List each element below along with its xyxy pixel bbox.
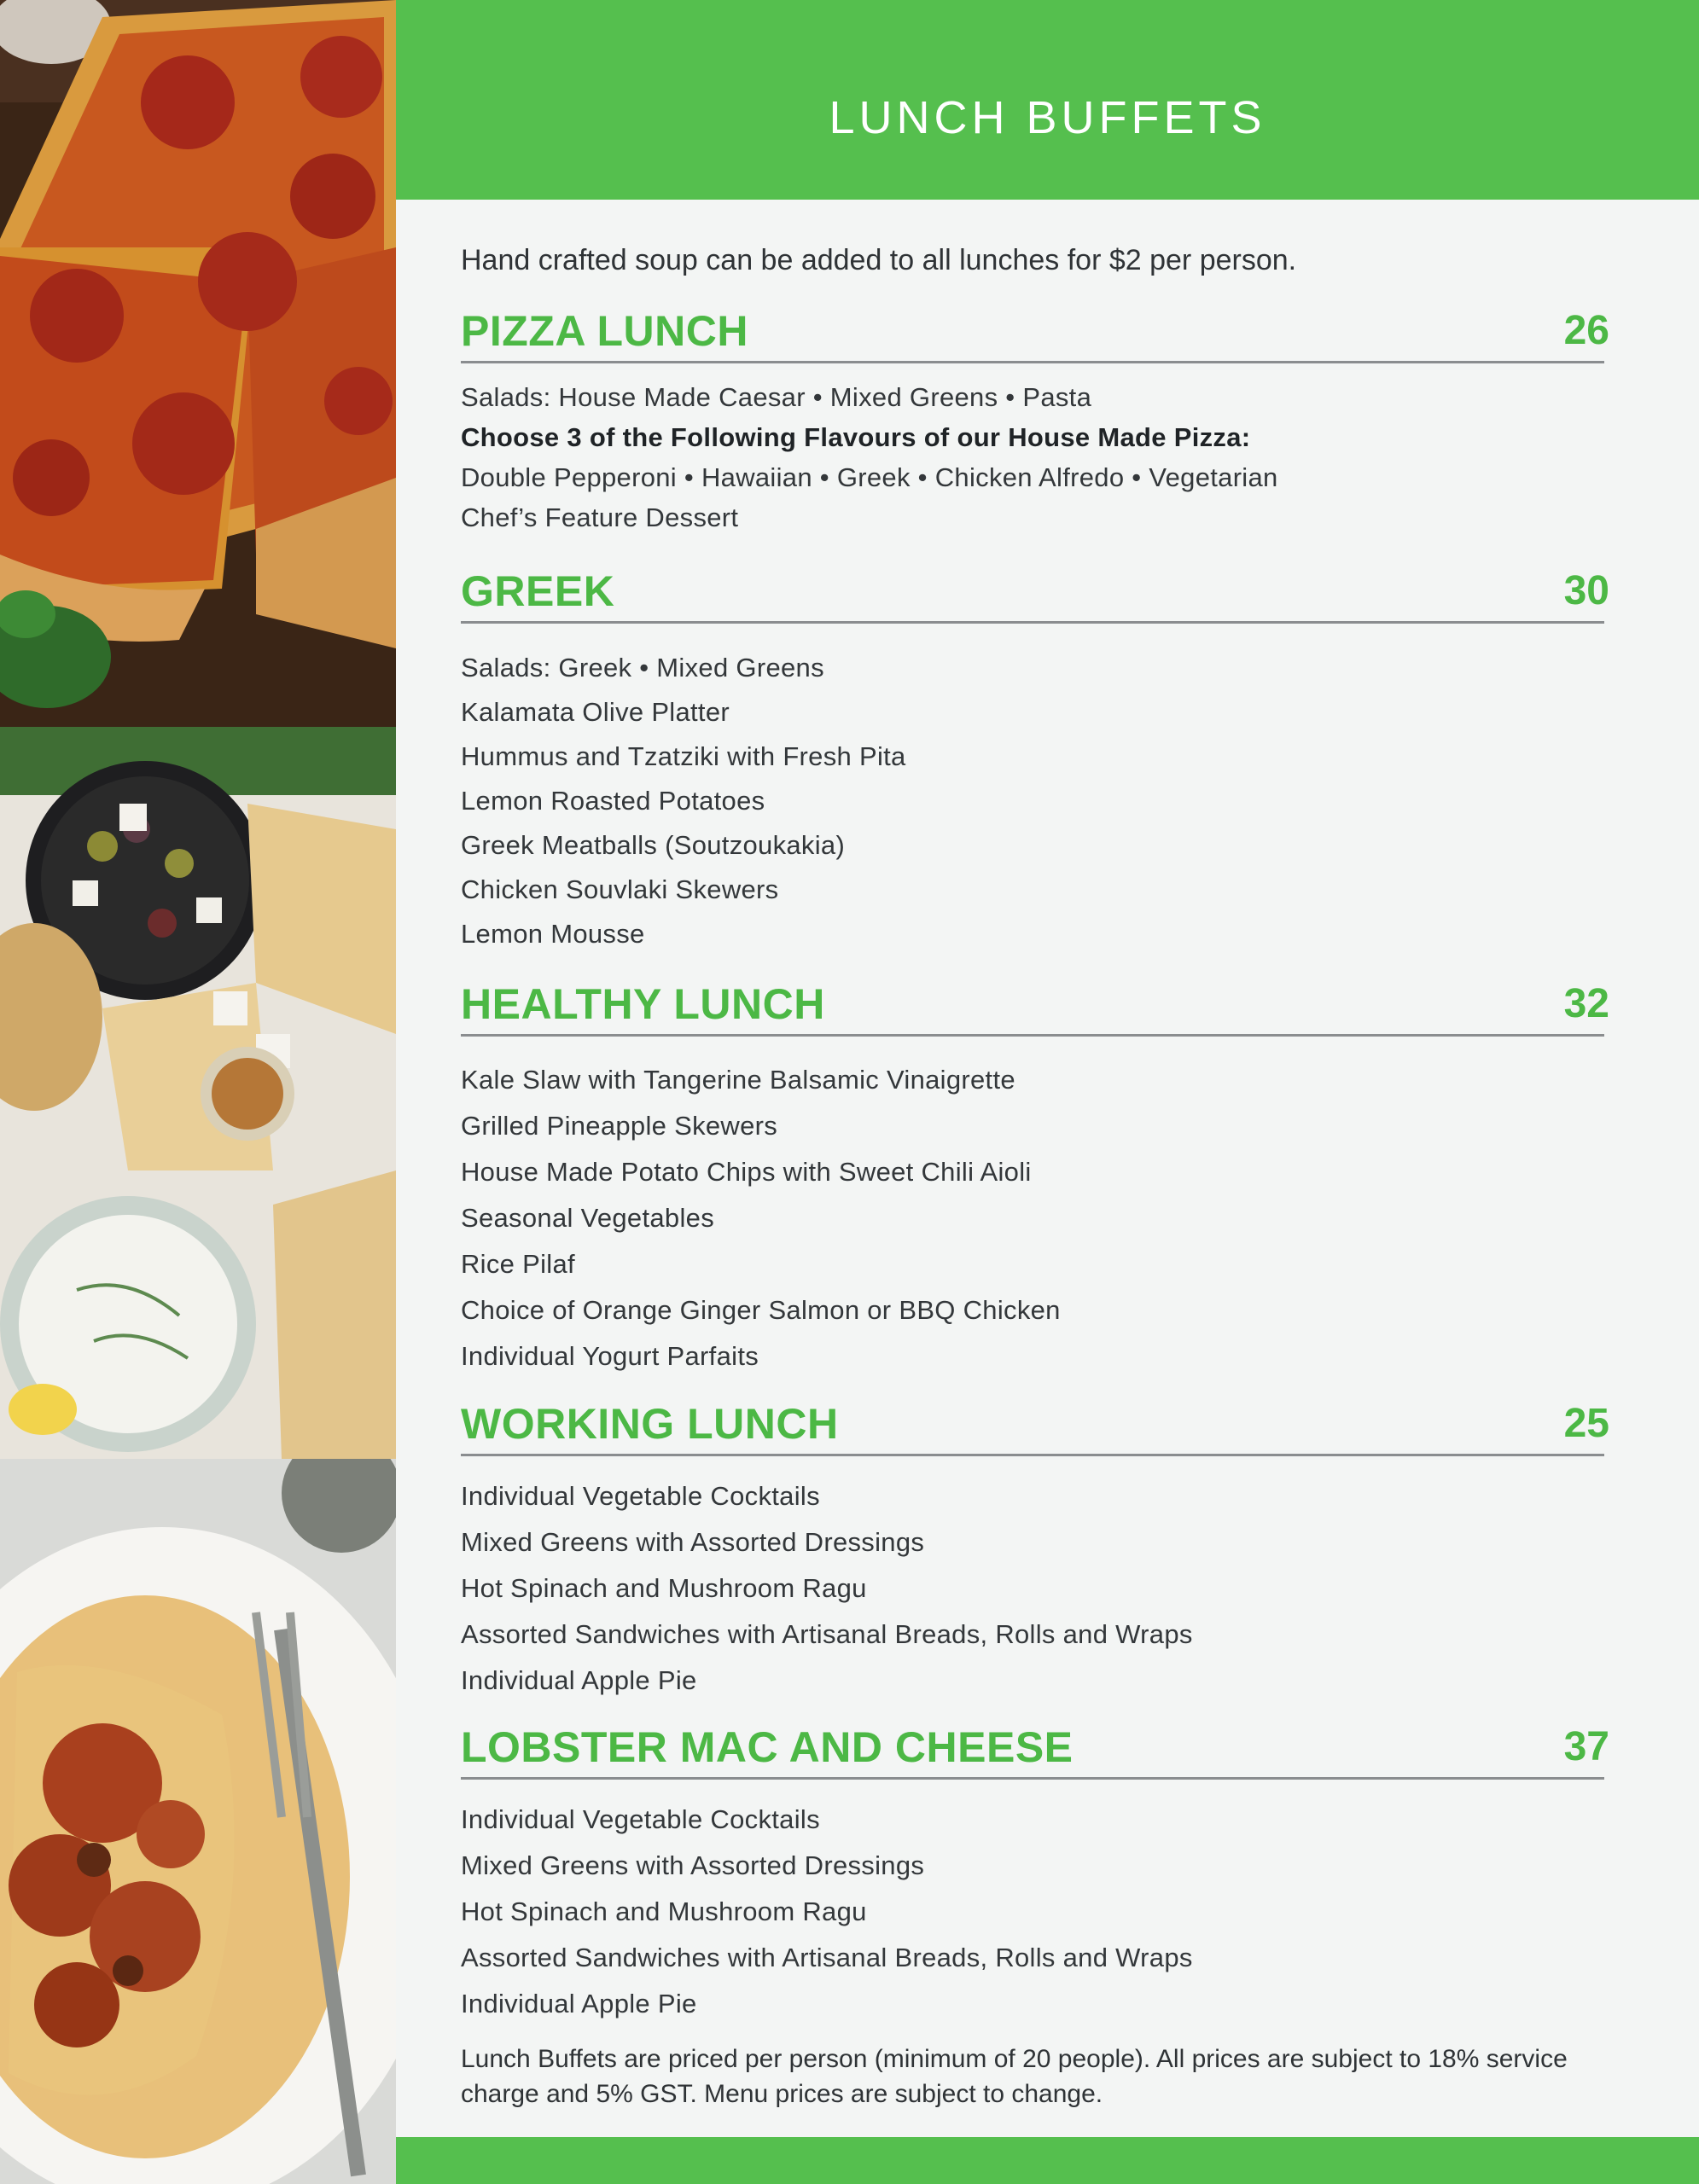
section-header <box>461 978 1609 1037</box>
list-item: Hot Spinach and Mushroom Ragu <box>461 1896 867 1926</box>
list-item: Greek Meatballs (Soutzoukakia) <box>461 830 846 860</box>
section-title: GREEK <box>461 567 615 615</box>
item-list <box>461 377 1604 537</box>
section-pizza-lunch <box>461 305 1609 537</box>
list-item: Choose 3 of the Following Flavours of our House Made Pizza: <box>461 422 1251 452</box>
section-title: WORKING LUNCH <box>461 1400 839 1448</box>
section-healthy-lunch <box>461 978 1609 1380</box>
section-price: 26 <box>1563 308 1609 353</box>
list-item: Choice of Orange Ginger Salmon or BBQ Chicken <box>461 1295 1061 1325</box>
item-list <box>461 646 1604 956</box>
list-item: Chef’s Feature Dessert <box>461 502 739 532</box>
photo-column <box>0 0 396 2184</box>
pricing-footnote: Lunch Buffets are priced per person (minimum of 20 people). All prices are subject to 18% service charge and 5% GST. Menu prices are subject to change. <box>461 2045 1568 2108</box>
list-item: Salads: House Made Caesar • Mixed Greens • Pasta <box>461 382 1092 412</box>
list-item: Rice Pilaf <box>461 1249 575 1279</box>
list-item: Assorted Sandwiches with Artisanal Breads, Rolls and Wraps <box>461 1619 1193 1649</box>
section-header <box>461 305 1609 363</box>
list-item: Individual Vegetable Cocktails <box>461 1481 820 1511</box>
section-header <box>461 565 1609 624</box>
footer-bar <box>396 2137 1699 2184</box>
list-item: Individual Yogurt Parfaits <box>461 1341 759 1371</box>
section-price: 25 <box>1563 1401 1609 1446</box>
section-title: LOBSTER MAC AND CHEESE <box>461 1723 1074 1771</box>
list-item: Lemon Roasted Potatoes <box>461 786 765 816</box>
list-item: Chicken Souvlaki Skewers <box>461 874 779 904</box>
section-title: PIZZA LUNCH <box>461 307 748 355</box>
pasta-ragu-photo <box>0 1459 396 2184</box>
list-item: Mixed Greens with Assorted Dressings <box>461 1850 925 1880</box>
item-list <box>461 1473 1604 1704</box>
item-list <box>461 1057 1604 1380</box>
list-item: Salads: Greek • Mixed Greens <box>461 653 824 682</box>
header-bar <box>396 0 1699 200</box>
section-title: HEALTHY LUNCH <box>461 980 825 1028</box>
list-item: Lemon Mousse <box>461 919 645 949</box>
section-working-lunch <box>461 1397 1609 1704</box>
list-item: Individual Vegetable Cocktails <box>461 1804 820 1834</box>
section-lobster-mac-and-cheese <box>461 1721 1609 2027</box>
list-item: House Made Potato Chips with Sweet Chili Aioli <box>461 1157 1032 1187</box>
list-item: Double Pepperoni • Hawaiian • Greek • Chicken Alfredo • Vegetarian <box>461 462 1278 492</box>
greek-platter-photo <box>0 727 396 1459</box>
section-price: 30 <box>1563 568 1609 613</box>
list-item: Hummus and Tzatziki with Fresh Pita <box>461 741 906 771</box>
list-item: Individual Apple Pie <box>461 1665 697 1695</box>
section-greek <box>461 565 1609 956</box>
page-title: LUNCH BUFFETS <box>829 92 1266 143</box>
list-item: Mixed Greens with Assorted Dressings <box>461 1527 925 1557</box>
list-item: Seasonal Vegetables <box>461 1203 714 1233</box>
list-item: Assorted Sandwiches with Artisanal Breads, Rolls and Wraps <box>461 1943 1193 1972</box>
pepperoni-pizza-photo <box>0 0 396 727</box>
intro-text: Hand crafted soup can be added to all lunches for $2 per person. <box>461 244 1297 276</box>
list-item: Grilled Pineapple Skewers <box>461 1111 778 1141</box>
list-item: Hot Spinach and Mushroom Ragu <box>461 1573 867 1603</box>
list-item: Kale Slaw with Tangerine Balsamic Vinaigrette <box>461 1065 1015 1095</box>
section-header <box>461 1721 1609 1780</box>
section-price: 37 <box>1563 1724 1609 1769</box>
item-list <box>461 1797 1604 2027</box>
section-price: 32 <box>1563 981 1609 1026</box>
list-item: Kalamata Olive Platter <box>461 697 730 727</box>
list-item: Individual Apple Pie <box>461 1989 697 2018</box>
section-header <box>461 1397 1609 1456</box>
